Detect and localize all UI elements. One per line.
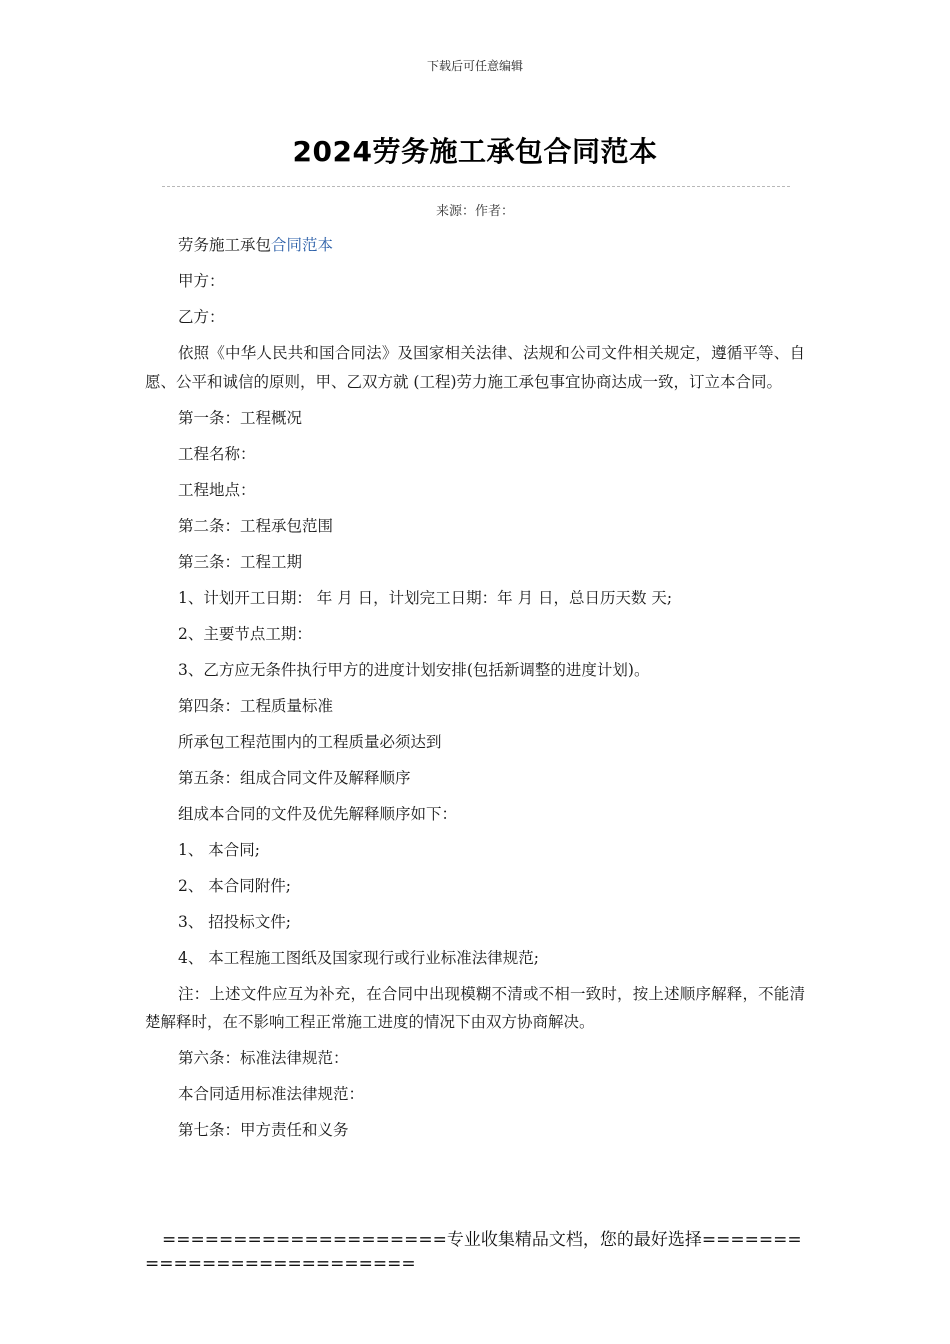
- schedule-item-3: 3、乙方应无条件执行甲方的进度计划安排(包括新调整的进度计划)。: [178, 660, 650, 679]
- project-location-line: 工程地点：: [178, 480, 256, 499]
- document-order-item-1: 1、 本合同;: [178, 840, 261, 859]
- article-2-heading: 第二条：工程承包范围: [178, 516, 334, 535]
- intro-paragraph: [145, 231, 805, 260]
- contract-template-link[interactable]: 合同范本: [271, 236, 334, 254]
- intro-text: 劳务施工承包: [178, 236, 272, 254]
- preamble-paragraph: 依照《中华人民共和国合同法》及国家相关法律、法规和公司文件相关规定，遵循平等、自愿、公平和诚信的原则，甲、乙双方就 (工程)劳力施工承包事宜协商达成一致，订立本合同。: [145, 344, 805, 391]
- document-order-item-3: 3、 招投标文件;: [178, 912, 292, 931]
- article-3-heading: 第三条：工程工期: [178, 552, 303, 571]
- applicable-standards-line: 本合同适用标准法律规范：: [178, 1085, 365, 1103]
- party-b-line: 乙方：: [178, 308, 225, 326]
- article-7-heading: 第七条：甲方责任和义务: [178, 1121, 349, 1139]
- article-6-heading: 第六条：标准法律规范：: [178, 1049, 349, 1067]
- article-4-heading: 第四条：工程质量标准: [178, 696, 334, 715]
- document-order-item-4: 4、 本工程施工图纸及国家现行或行业标准法律规范;: [178, 948, 540, 967]
- quality-standard-line: 所承包工程范围内的工程质量必须达到: [178, 732, 442, 751]
- footer-banner: ====================专业收集精品文档，您的最好选择==========================: [145, 1230, 802, 1274]
- header-note: 下载后可任意编辑: [426, 59, 523, 73]
- project-name-line: 工程名称：: [178, 444, 256, 463]
- schedule-item-2: 2、主要节点工期：: [178, 624, 312, 643]
- document-title: 2024劳务施工承包合同范本: [292, 135, 658, 168]
- party-a-line: 甲方：: [178, 272, 225, 290]
- interpretation-note: 注：上述文件应互为补充，在合同中出现模糊不清或不相一致时，按上述顺序解释，不能清楚解释时，在不影响工程正常施工进度的情况下由双方协商解决。: [145, 984, 805, 1031]
- schedule-item-1: 1、计划开工日期： 年 月 日，计划完工日期：年 月 日，总日历天数 天;: [178, 588, 673, 607]
- document-order-item-2: 2、 本合同附件;: [178, 876, 292, 895]
- document-body: [145, 231, 805, 1152]
- article-1-heading: 第一条：工程概况: [178, 408, 303, 427]
- article-5-heading: 第五条：组成合同文件及解释顺序: [178, 768, 411, 787]
- title-divider: [162, 186, 790, 187]
- document-order-intro: 组成本合同的文件及优先解释顺序如下：: [178, 804, 458, 823]
- source-author-line: 来源：作者：: [435, 204, 514, 219]
